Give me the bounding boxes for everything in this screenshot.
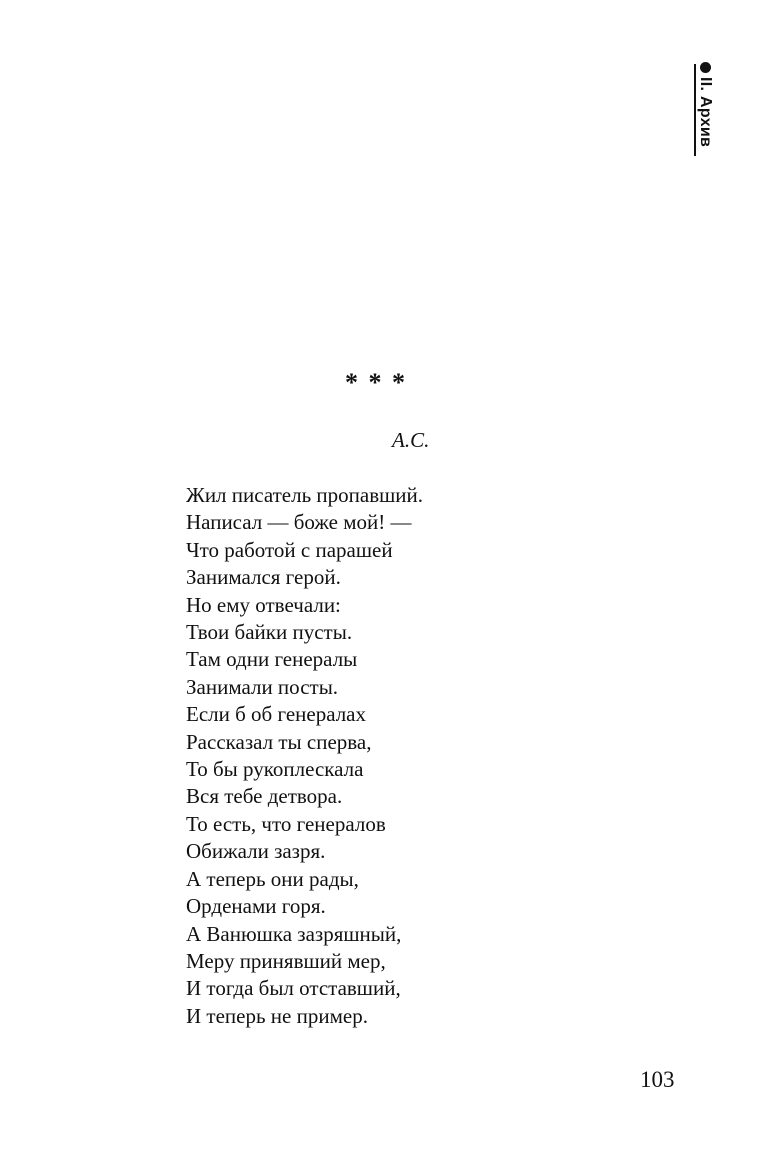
poem-body [186,482,423,1030]
poem-line: А теперь они рады, [186,866,359,891]
poem-line: То есть, что генералов [186,811,386,836]
poem-line: Там одни генералы [186,647,358,672]
poem-line: Если б об генералах [186,702,367,727]
poem-line: То бы рукоплескала [186,757,364,782]
poem-dedication: А.С. [392,428,430,452]
poem-line: Жил писатель пропавший. [186,483,424,507]
poem-line: Вся тебе детвора. [186,784,343,809]
poem-line: Твои байки пусты. [186,620,353,645]
page-number: 103 [640,1067,675,1092]
poem-line: Занимали посты. [186,674,339,699]
poem-line: Орденами горя. [186,894,326,919]
poem-line: И тогда был отставший, [186,976,401,1001]
poem-line: Но ему отвечали: [186,592,341,617]
poem-line: Меру принявший мер, [186,948,386,973]
poem-line: Занимался герой. [186,565,341,590]
poem-separator: * * * [345,368,407,397]
poem-line: Написал — боже мой! — [186,510,412,535]
poem-line: И теперь не пример. [186,1003,368,1028]
running-head-section: II. Архив [697,77,714,148]
poem-line: А Ванюшка зазряшный, [186,921,402,946]
poem-line: Что работой с парашей [186,537,393,562]
bullet-icon [700,62,711,73]
poem-line: Рассказал ты сперва, [186,729,372,754]
poem-line: Обижали зазря. [186,839,326,864]
running-head [687,62,723,162]
